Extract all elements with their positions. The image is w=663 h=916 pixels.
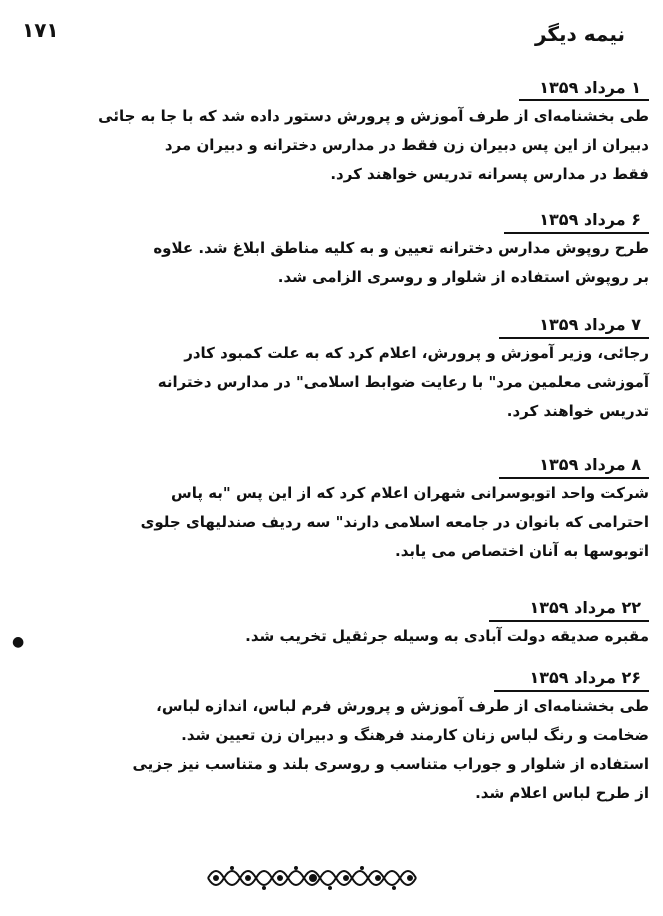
entry-text-line: تدریس خواهند کرد. — [506, 402, 649, 420]
entry-text-line: از طرح لباس اعلام شد. — [475, 784, 649, 802]
entry-text-line: اتوبوسها به آنان اختصاص می یابد. — [395, 542, 649, 560]
entry-date: ۲۲ مرداد ۱۳۵۹ — [529, 598, 641, 617]
entry-date: ۸ مرداد ۱۳۵۹ — [539, 455, 641, 474]
entry-text-line: فقط در مدارس پسرانه تدریس خواهند کرد. — [330, 165, 649, 183]
entry-text-line: استفاده از شلوار و جوراب متناسب و روسری بلند و متناسب نیز جزیی — [132, 755, 649, 773]
date-underline — [494, 690, 649, 692]
bullet-icon: ● — [12, 634, 25, 650]
entry-date: ۶ مرداد ۱۳۵۹ — [539, 210, 641, 229]
entry-text-line: ضخامت و رنگ لباس زنان کارمند فرهنگ و دبیران زن تعیین شد. — [181, 726, 649, 744]
page-number: ۱۷۱ — [22, 18, 59, 42]
entry-text-line: طی بخشنامه‌ای از طرف آموزش و پرورش فرم لباس، اندازه لباس، — [156, 697, 649, 715]
entry-text-line: بر روپوش استفاده از شلوار و روسری الزامی شد. — [277, 268, 649, 286]
entry-text-line: شرکت واحد اتوبوسرانی شهران اعلام کرد که از این پس "به پاس — [171, 484, 649, 502]
entry-text-line — [14, 622, 649, 651]
entry-date: ۷ مرداد ۱۳۵۹ — [539, 315, 641, 334]
entry-date: ۲۶ مرداد ۱۳۵۹ — [529, 668, 641, 687]
entry-text-line: رجائی، وزیر آموزش و پرورش، اعلام کرد که به علت کمبود کادر — [184, 344, 649, 362]
entry-text-line: طی بخشنامه‌ای از طرف آموزش و پرورش دستور داده شد که با جا به جائی — [98, 107, 649, 125]
book-title: نیمه دیگر — [534, 22, 625, 46]
date-underline — [499, 337, 649, 339]
entry-date: ۱ مرداد ۱۳۵۹ — [539, 78, 641, 97]
floral-ornament-icon — [204, 858, 422, 898]
page-header — [18, 14, 645, 48]
date-underline — [519, 99, 649, 101]
diary-entry — [14, 315, 649, 426]
entry-text-line: آموزشی معلمین مرد" با رعایت ضوابط اسلامی" در مدارس دخترانه — [157, 373, 649, 391]
diary-entry — [14, 668, 649, 808]
diary-entry — [14, 78, 649, 189]
date-underline — [504, 232, 649, 234]
date-underline — [499, 477, 649, 479]
diary-entry — [14, 598, 649, 651]
entry-text-line: احترامی که بانوان در جامعه اسلامی دارند" سه ردیف صندلیهای جلوی — [140, 513, 649, 531]
entry-text-line: طرح روپوش مدارس دخترانه تعیین و به کلیه مناطق ابلاغ شد. علاوه — [153, 239, 649, 257]
entry-text: مقبره صدیقه دولت آبادی به وسیله جرثقیل تخریب شد. — [245, 627, 649, 645]
entry-text-line: دبیران از این پس دبیران زن فقط در مدارس دخترانه و دبیران مرد — [164, 136, 649, 154]
diary-entry — [14, 210, 649, 292]
diary-entry — [14, 455, 649, 566]
